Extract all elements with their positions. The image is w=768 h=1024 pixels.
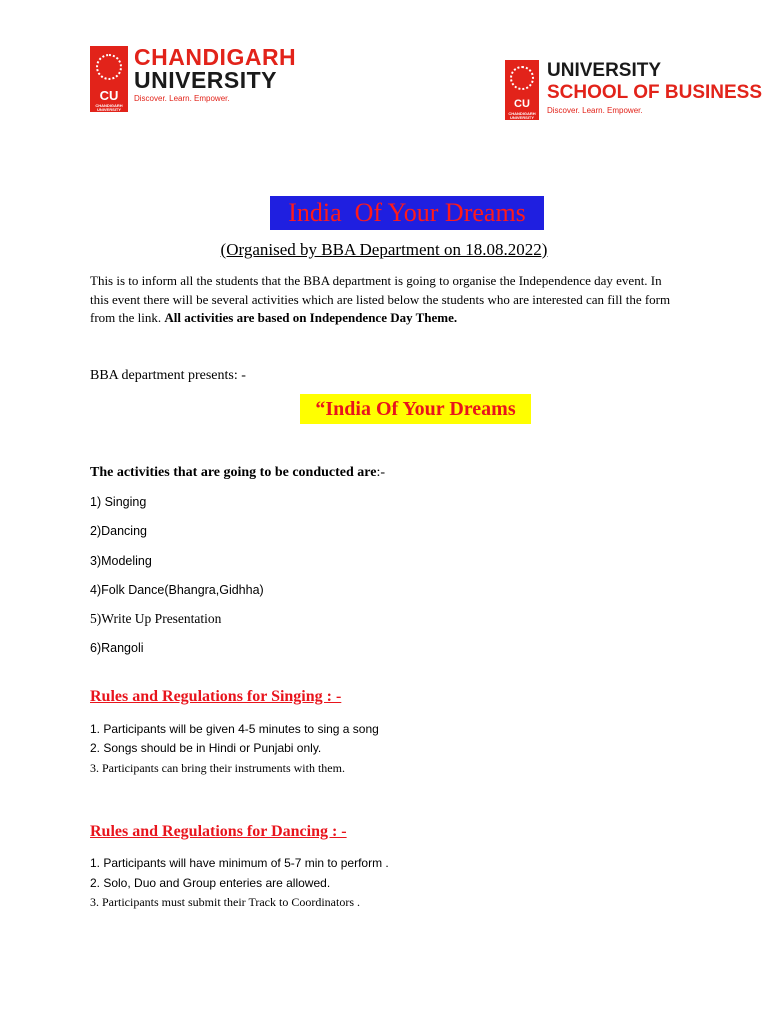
list-item: 4)Folk Dance(Bhangra,Gidhha): [90, 583, 264, 597]
list-item: 2. Solo, Duo and Group enteries are allowed.: [90, 876, 331, 890]
list-item: 1. Participants will have minimum of 5-7 min to perform .: [90, 856, 389, 870]
logo-tagline: Discover. Learn. Empower.: [547, 106, 643, 115]
list-item: 1) Singing: [90, 495, 147, 509]
singing-rules-heading: Rules and Regulations for Singing : -: [90, 688, 342, 705]
page-title: India Of Your Dreams: [270, 196, 544, 230]
list-item: 5)Write Up Presentation: [90, 611, 222, 626]
logo-line2: UNIVERSITY: [134, 67, 278, 93]
intro-paragraph: [90, 272, 680, 328]
intro-text: This is to inform all the students that the BBA department is going to organise the Independence day event. In this event there will be several activities which are listed below the students who are interested can fill the form from the link.: [90, 273, 671, 325]
list-item: 1. Participants will be given 4-5 minutes to sing a song: [90, 722, 379, 736]
activities-heading: The activities that are going to be conducted are:-: [90, 465, 386, 480]
logo-line2: SCHOOL OF BUSINESS: [547, 82, 763, 103]
intro-bold-text: All activities are based on Independence Day Theme.: [164, 310, 458, 325]
logo-line1: CHANDIGARH: [134, 44, 297, 70]
list-item: 3. Participants can bring their instruments with them.: [90, 761, 345, 775]
list-item: 3)Modeling: [90, 554, 152, 568]
subtitle: (Organised by BBA Department on 18.08.2022): [220, 240, 548, 259]
presents-text: BBA department presents: -: [90, 368, 246, 383]
logo-line1: UNIVERSITY: [547, 60, 662, 81]
chandigarh-university-logo: [90, 46, 296, 112]
list-item: 2. Songs should be in Hindi or Punjabi only.: [90, 741, 322, 755]
highlight-title: “India Of Your Dreams: [300, 394, 531, 424]
school-of-business-logo: [505, 60, 762, 120]
cu-emblem-icon: CU CHANDIGARH UNIVERSITY: [505, 60, 539, 120]
list-item: 6)Rangoli: [90, 641, 144, 655]
logo-tagline: Discover. Learn. Empower.: [134, 94, 230, 103]
list-item: 3. Participants must submit their Track to Coordinators .: [90, 895, 360, 909]
dancing-rules-heading: Rules and Regulations for Dancing : -: [90, 823, 347, 840]
cu-emblem-icon: CU CHANDIGARH UNIVERSITY: [90, 46, 128, 112]
list-item: 2)Dancing: [90, 524, 147, 538]
